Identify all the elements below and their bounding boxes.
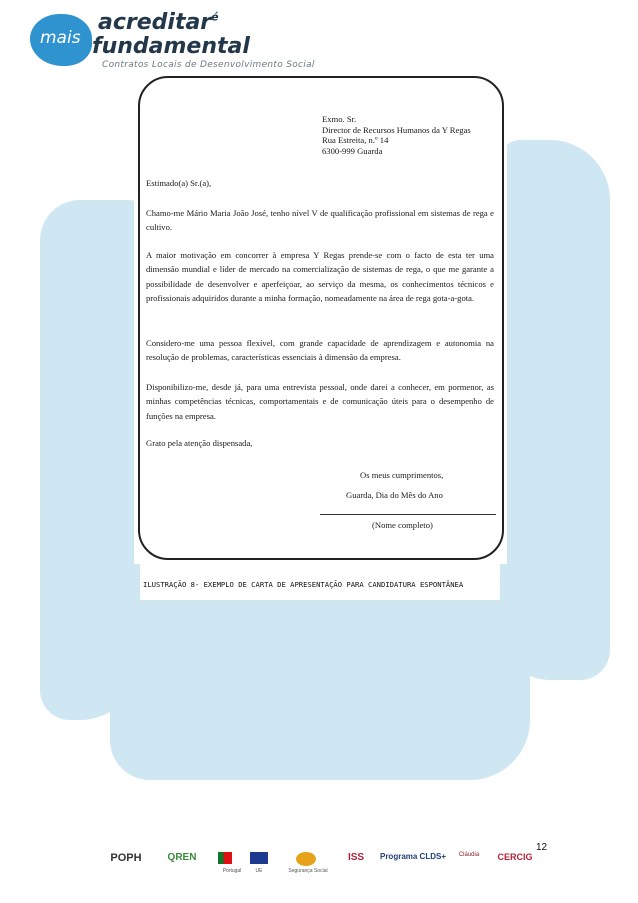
figure-caption: ILUSTRAÇÃO 8- EXEMPLO DE CARTA DE APRESENTAÇÃO PARA CANDIDATURA ESPONTÂNEA	[143, 580, 464, 589]
seguranca-social-emblem-icon	[296, 852, 316, 866]
address-line: Rua Estreita, n.º 14	[322, 135, 389, 145]
watermark-shape-right	[500, 140, 610, 680]
address-line: Director de Recursos Humanos da Y Regas	[322, 124, 471, 135]
greeting: Estimado(a) Sr.(a),	[146, 178, 212, 188]
cercig-logo: CERCIG	[497, 852, 533, 862]
letter-paragraph: Considero-me uma pessoa flexível, com grande capacidade de aprendizagem e autonomia na resolução de problemas, características essenciais à dimensão da empresa.	[146, 338, 494, 363]
clds-logo: Programa CLDS+	[379, 852, 447, 861]
letter-paragraph: Grato pela atenção dispensada,	[146, 438, 253, 448]
page-number: 12	[536, 842, 548, 853]
eu-flag-icon	[250, 852, 268, 864]
portugal-flag-icon	[218, 852, 232, 864]
footer-logos	[100, 848, 540, 882]
logo-bubble-icon	[30, 14, 92, 66]
letter-paragraph: A maior motivação em concorrer à empresa Y Regas prende-se com o facto de esta ter uma dimensão mundial e líder de mercado na comercialização de sistemas de rega, o que me garante a possibilidade de desenvolver e aperfeiçoar, ao serviço da mesma, os conhecimentos técnicos e profissionais adquiridos durante a minha formação, nomeadamente na área de rega gota-a-gota.	[146, 250, 494, 304]
logo-title-line2: fundamental	[92, 34, 250, 59]
letter-paragraph: Chamo-me Mário Maria João José, tenho nível V de qualificação profissional em sistemas de rega e cultivo.	[146, 208, 494, 233]
watermark-shape-bottom	[110, 600, 530, 780]
poph-logo: POPH	[110, 852, 142, 864]
seguranca-social-logo: Segurança Social	[288, 868, 328, 874]
logo-subtitle: Contratos Locais de Desenvolvimento Social	[102, 60, 315, 70]
logo-title-line1: acreditar$^é$	[98, 10, 219, 35]
iss-logo: ISS	[347, 852, 365, 863]
address-line: Exmo. Sr.	[322, 114, 357, 124]
portugal-logo-label: Portugal	[222, 868, 242, 874]
letter-paragraph: Disponibilizo-me, desde já, para uma entrevista pessoal, onde darei a conhecer, em pormenor, as minhas competências técnicas, comportamentais e de comunicação úteis para o desempenho de funções na empresa.	[146, 382, 494, 421]
logo-bubble-text: mais	[40, 28, 81, 48]
logo-title-sup: é	[211, 10, 219, 24]
brand-logo	[30, 8, 330, 72]
claudia-logo: Cláudia	[458, 852, 480, 858]
recipient-address	[322, 114, 502, 156]
address-line: 6300-999 Guarda	[322, 145, 383, 156]
signature-line	[320, 514, 496, 515]
qren-logo: QREN	[167, 852, 197, 863]
eu-logo-label: UE	[255, 868, 263, 874]
